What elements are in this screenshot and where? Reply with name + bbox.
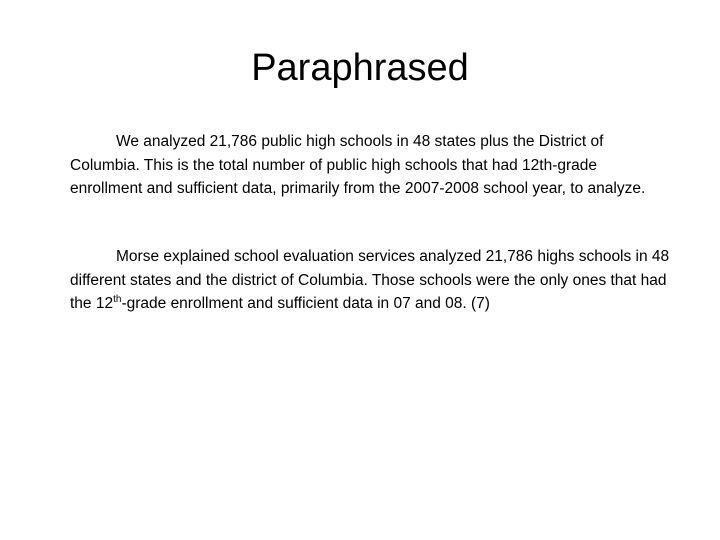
original-quote-paragraph: We analyzed 21,786 public high schools in 48 states plus the District of Columbia. This is the total number of public high schools that had 12th-grade enrollment and sufficient data, primarily from the 2007-2008 school year, to analyze. — [70, 133, 646, 197]
slide-title: Paraphrased — [251, 47, 469, 89]
paraphrase-text-part-2: -grade enrollment and sufficient data in 07 and 08. (7) — [121, 295, 490, 312]
paraphrased-paragraph — [70, 245, 670, 316]
paraphrase-text-part-1: Morse explained school evaluation services analyzed 21,786 highs schools in 48 different states and the district of Columbia. Those schools were the only ones that had the 12 — [70, 248, 670, 312]
ordinal-superscript: th — [113, 293, 122, 305]
